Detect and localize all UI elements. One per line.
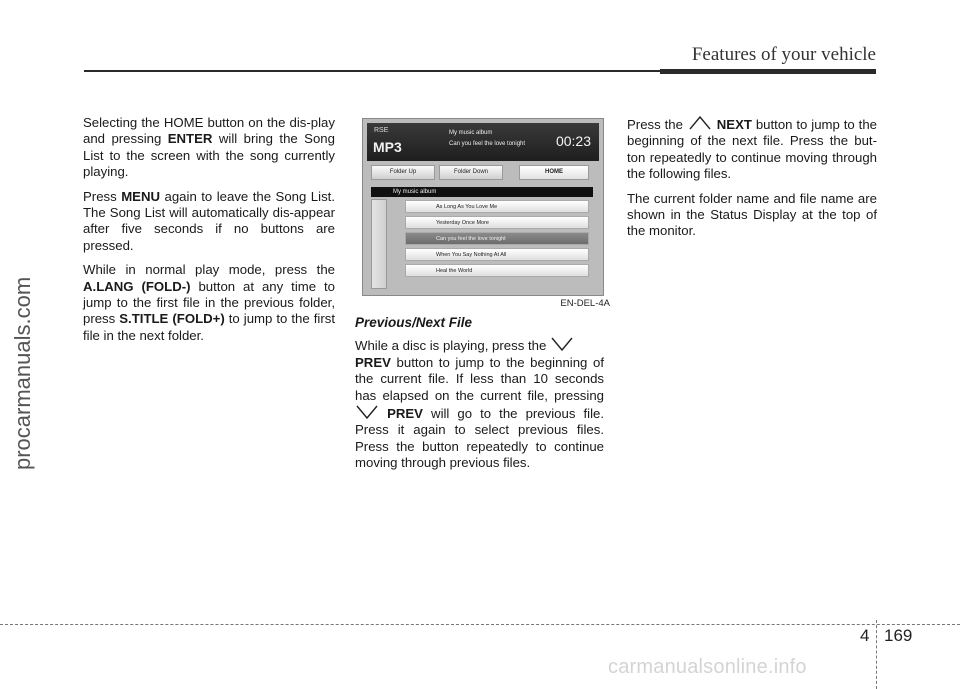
- chapter-number: 4: [860, 626, 870, 645]
- song-row-4[interactable]: When You Say Nothing At All: [405, 248, 589, 261]
- paragraph-status-display: The current folder name and file name are shown in the Status Display at the top of the monitor.: [627, 190, 877, 239]
- rse-label: RSE: [374, 127, 389, 134]
- song-row-1[interactable]: As Long As You Love Me: [405, 200, 589, 213]
- key-prev: PREV: [355, 354, 391, 370]
- song-row-3-selected[interactable]: Can you feel the love tonight: [405, 232, 589, 245]
- footer-rule: [0, 624, 960, 625]
- key-next: NEXT: [716, 117, 752, 132]
- header-rule-accent: [660, 69, 876, 74]
- page-number: 169: [884, 626, 913, 645]
- chevron-down-icon: [550, 336, 574, 352]
- footer-divider: [876, 620, 877, 689]
- screen-figure: [360, 118, 612, 308]
- key-stitle: S.TITLE (FOLD+): [119, 311, 225, 327]
- header-title: Features of your vehicle: [691, 44, 876, 65]
- tab-folder-up[interactable]: Folder Up: [371, 165, 435, 180]
- tab-folder-down[interactable]: Folder Down: [439, 165, 503, 180]
- key-alang: A.LANG (FOLD-): [83, 278, 191, 294]
- paragraph-folder-jump: While in normal play mode, press the A.LANG (FOLD-) button at any time to jump to the first file in the previous folder, press S.TITLE (FOLD+) to jump to the first file in the next folder.: [83, 262, 335, 343]
- left-column: [83, 115, 335, 352]
- subheading-previous-next: Previous/Next File: [355, 315, 473, 330]
- album-name: My music album: [449, 130, 493, 136]
- footer-watermark: carmanualsonline.info: [608, 656, 807, 678]
- side-watermark: [2, 0, 42, 689]
- paragraph-prev-button: While a disc is playing, press the PREV button to jump to the beginning of the current file. If less than 10 seconds has elapsed on the current file, pressing PREV will go to the previous file. Press it again to select previous files. Press the button repeatedly to continue moving through previous files.: [355, 338, 604, 471]
- key-enter: ENTER: [167, 131, 213, 147]
- key-prev-2: PREV: [387, 406, 423, 422]
- track-name: Can you feel the love tonight: [449, 141, 526, 147]
- tab-home[interactable]: HOME: [519, 165, 589, 180]
- right-column: [627, 115, 877, 248]
- paragraph-home-button: Selecting the HOME button on the dis-play and pressing ENTER will bring the Song List to the screen with the song currently playing.: [83, 115, 335, 180]
- mode-label: MP3: [373, 139, 402, 155]
- side-watermark-text: procarmanuals.com: [10, 276, 35, 470]
- paragraph-menu-button: Press MENU again to leave the Song List. The Song List will automatically dis-appear after five seconds if no buttons are pressed.: [83, 188, 335, 253]
- song-row-5[interactable]: Heal the World: [405, 264, 589, 277]
- chevron-up-icon: [687, 115, 713, 131]
- chevron-down-icon: [355, 404, 379, 420]
- song-row-2[interactable]: Yesterday Once More: [405, 216, 589, 229]
- figure-code: EN-DEL-4A: [560, 298, 610, 309]
- key-menu: MENU: [121, 188, 161, 204]
- list-scrollbar[interactable]: [371, 199, 387, 289]
- middle-column: [355, 315, 604, 480]
- status-display: [367, 123, 599, 161]
- screen-tabs: [367, 165, 599, 179]
- folder-header: My music album: [371, 187, 593, 197]
- monitor-screen: [362, 118, 604, 296]
- paragraph-next-button: Press the NEXT button to jump to the beginning of the next file. Press the but-ton repeatedly to continue moving through the following files.: [627, 117, 877, 182]
- elapsed-time: 00:23: [555, 133, 591, 149]
